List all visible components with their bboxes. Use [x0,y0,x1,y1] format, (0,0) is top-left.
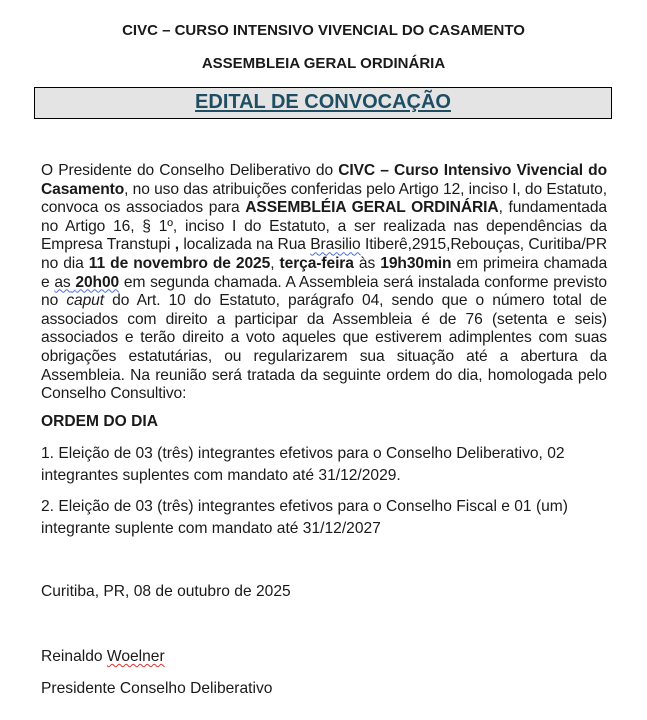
agenda-item: 2. Eleição de 03 (três) integrantes efetivos para o Conselho Fiscal e 01 (um) integrante suplente com mandato até 31/12/2027 [41,498,568,537]
spellcheck-word: Brasilio [310,236,361,254]
weekday-bold: terça-feira [279,254,354,272]
text: , [270,254,280,272]
text: , no uso das atribuições conferidas pelo Artigo 12, inciso I, do Estatuto, convoca os associados para [41,180,607,217]
assembly-bold: ASSEMBLÉIA GERAL ORDINÁRIA [245,199,499,217]
text: em segunda chamada. A Assembleia será instalada conforme previsto no [41,273,608,310]
signer-name [41,648,165,666]
agenda-title: ORDEM DO DIA [41,413,158,430]
text: localizada na Rua [178,236,311,254]
text: Itiberê,2915,Rebouças, Curitiba/PR no dia [41,236,608,272]
grammar-word: as [54,273,71,291]
agenda-item: 1. Eleição de 03 (três) integrantes efetivos para o Conselho Deliberativo, 02 integrantes suplentes com mandato até 31/12/2029. [41,445,565,484]
place-date: Curitiba, PR, 08 de outubro de 2025 [41,583,291,600]
edital-title: EDITAL DE CONVOCAÇÃO [195,91,451,113]
text: às [353,254,381,272]
signer-last-name: Woelner [106,648,165,665]
signer-role: Presidente Conselho Deliberativo [41,680,273,697]
date-bold: 11 de novembro de 2025 [88,254,271,272]
first-call-time: 19h30min [380,254,452,272]
org-name-bold: CIVC – Curso Intensivo Vivencial do Casamento [41,162,607,198]
comma-bold: , [174,236,179,254]
org-title: CIVC – CURSO INTENSIVO VIVENCIAL DO CASAMENTO [122,22,525,39]
text: , fundamentada no Artigo 16, § 1º, inciso I do Estatuto, a ser realizada nas dependências da Empresa Transtupi [41,199,607,254]
convocation-paragraph [41,162,607,404]
text: do Art. 10 do Estatuto, parágrafo 04, sendo que o número total de associados com direito a participar da Assembleia é de 76 (setenta e seis) associados e terão direito a voto aqueles que estiverem adimplentes com suas obrigações estatutárias, ou regularizarem sua situação até a abertura da Assembleia. Na reunião será tratada da seguinte ordem do dia, homologada pelo Conselho Consultivo: [41,292,607,403]
text: em primeira chamada e [41,254,608,291]
caput-italic: caput [66,292,104,310]
second-call-time: 20h00 [75,273,120,291]
signer-first-name: Reinaldo [41,648,107,665]
edital-title-box [34,87,612,119]
text: O Presidente do Conselho Deliberativo do [41,162,339,179]
assembly-title: ASSEMBLEIA GERAL ORDINÁRIA [201,55,446,72]
